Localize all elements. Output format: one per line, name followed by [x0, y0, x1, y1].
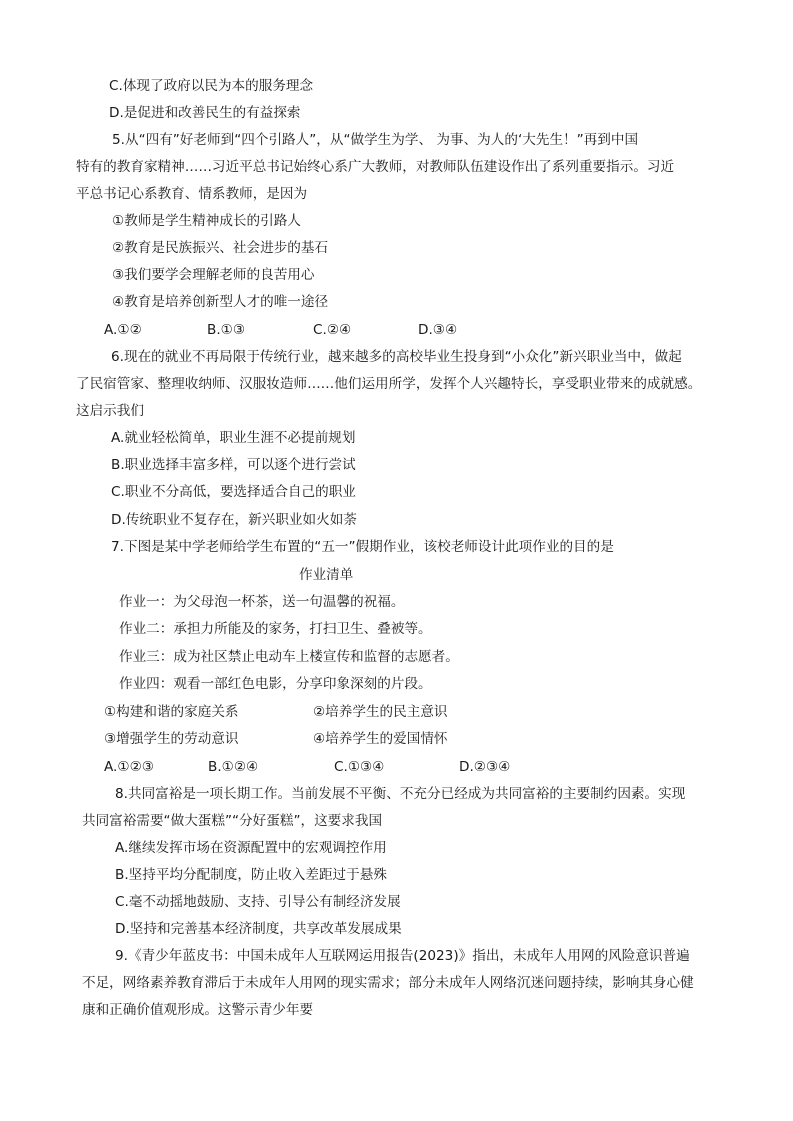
q5-item-3: ③我们要学会理解老师的良苦用心 [112, 267, 315, 283]
q5-item-2: ②教育是民族振兴、社会进步的基石 [112, 240, 329, 256]
q5-stem-line3: 平总书记心系教育、情系教师，是因为 [76, 186, 308, 202]
q8-stem-line2: 共同富裕需要“做大蛋糕”“分好蛋糕”，这要求我国 [82, 813, 383, 829]
q6-option-d: D.传统职业不复存在，新兴职业如火如荼 [111, 512, 357, 528]
q8-option-c: C.毫不动摇地鼓励、支持、引导公有制经济发展 [115, 894, 401, 910]
q7-task-4: 作业四：观看一部红色电影，分享印象深刻的片段。 [119, 676, 432, 692]
q8-stem-line1: 8.共同富裕是一项长期工作。当前发展不平衡、不充分已经成为共同富裕的主要制约因素。实现 [115, 786, 686, 802]
q8-option-d: D.坚持和完善基本经济制度，共享改革发展成果 [115, 921, 402, 937]
q7-task-2: 作业二：承担力所能及的家务，打扫卫生、叠被等。 [119, 621, 432, 637]
q7-choice-b: B.①②④ [208, 759, 259, 775]
q5-item-1: ①教师是学生精神成长的引路人 [112, 213, 301, 229]
q7-task-3: 作业三：成为社区禁止电动车上楼宣传和监督的志愿者。 [119, 649, 459, 665]
q9-stem-line3: 康和正确价值观形成。这警示青少年要 [82, 1002, 314, 1018]
q4-option-c: C.体现了政府以民为本的服务理念 [109, 78, 314, 94]
q6-option-a: A.就业轻松简单，职业生涯不必提前规划 [111, 430, 356, 446]
q7-item-4: ④培养学生的爱国情怀 [313, 731, 448, 747]
q5-choice-c: C.②④ [313, 322, 352, 338]
q6-stem-line1: 6.现在的就业不再局限于传统行业，越来越多的高校毕业生投身到“小众化”新兴职业当中，做起 [111, 349, 682, 365]
q7-choice-d: D.②③④ [459, 759, 511, 775]
q5-choice-b: B.①③ [207, 322, 246, 338]
q5-stem-line2: 特有的教育家精神……习近平总书记始终心系广大教师，对教师队伍建设作出了系列重要指示。习近 [76, 159, 675, 175]
q7-item-1: ①构建和谐的家庭关系 [104, 704, 239, 720]
q6-stem-line3: 这启示我们 [76, 403, 144, 419]
q7-choice-a: A.①②③ [104, 759, 154, 775]
q7-item-2: ②培养学生的民主意识 [313, 704, 448, 720]
q8-option-a: A.继续发挥市场在资源配置中的宏观调控作用 [115, 840, 387, 856]
q5-choice-a: A.①② [104, 322, 142, 338]
q9-stem-line2: 不足，网络素养教育滞后于未成年人用网的现实需求；部分未成年人网络沉迷问题持续，影响其身心健 [82, 975, 694, 991]
q6-option-c: C.职业不分高低，要选择适合自己的职业 [111, 484, 356, 500]
q9-stem-line1: 9.《青少年蓝皮书：中国未成年人互联网运用报告(2023)》指出，未成年人用网的风险意识普遍 [115, 948, 690, 964]
q7-task-1: 作业一：为父母泡一杯茶，送一句温馨的祝福。 [119, 594, 405, 610]
q6-stem-line2: 了民宿管家、整理收纳师、汉服妆造师……他们运用所学，发挥个人兴趣特长，享受职业带来的成就感。 [76, 376, 702, 392]
q5-choice-d: D.③④ [418, 322, 458, 338]
q5-item-4: ④教育是培养创新型人才的唯一途径 [112, 294, 329, 310]
q7-stem: 7.下图是某中学老师给学生布置的“五一”假期作业，该校老师设计此项作业的目的是 [111, 539, 614, 555]
q8-option-b: B.坚持平均分配制度，防止收入差距过于悬殊 [115, 867, 387, 883]
q6-option-b: B.职业选择丰富多样，可以逐个进行尝试 [111, 457, 356, 473]
q7-table-title: 作业清单 [299, 567, 354, 583]
q7-item-3: ③增强学生的劳动意识 [104, 731, 239, 747]
q7-choice-c: C.①③④ [334, 759, 385, 775]
q4-option-d: D.是促进和改善民生的有益探索 [109, 105, 301, 121]
q5-stem-line1: 5.从“四有”好老师到“四个引路人”，从“做学生为学、 为事、为人的‘大先生！”再到中国 [112, 132, 639, 148]
